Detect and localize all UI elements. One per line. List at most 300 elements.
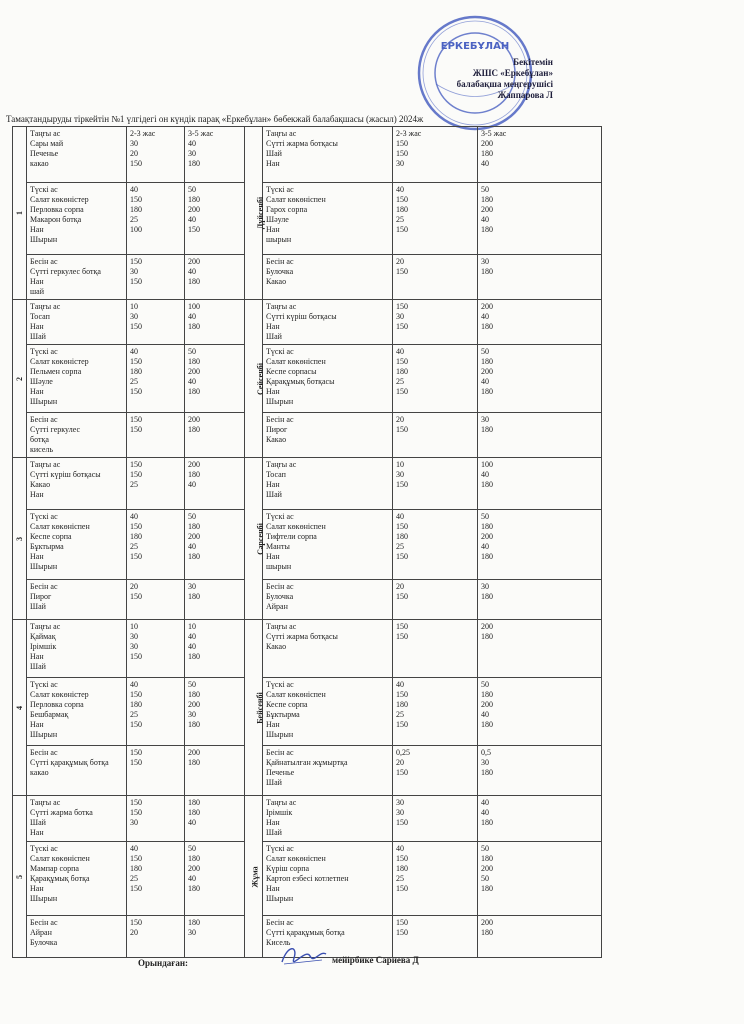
right-portion-3-5 [478, 620, 602, 678]
right-portion-3-5 [478, 746, 602, 796]
left-portion-3-5 [185, 183, 245, 255]
portion-value: 50 [481, 844, 489, 853]
portion-value: 20 [396, 257, 404, 266]
right-meal-items [263, 620, 393, 678]
meal-item: Нан [30, 387, 44, 396]
portion-value: 30 [396, 798, 404, 807]
portion-value: 150 [396, 768, 408, 777]
portion-value: 180 [481, 720, 493, 729]
portion-value: 30 [481, 415, 489, 424]
meal-item: Пельмен сорпа [30, 367, 82, 376]
menu-row [13, 842, 602, 916]
meal-item: Бұктырма [266, 710, 300, 719]
portion-value: 150 [130, 277, 142, 286]
weekday-text: Бейсенбі [255, 691, 265, 724]
portion-value: 40 [188, 377, 196, 386]
meal-item: Күріш сорпа [266, 864, 310, 873]
portion-value: 180 [481, 267, 493, 276]
portion-value: 40 [188, 542, 196, 551]
meal-item: шырын [266, 562, 292, 571]
right-meal-items [263, 127, 393, 183]
meal-item: Салат көкөніспен [266, 690, 326, 699]
right-portion-2-3 [393, 580, 478, 620]
weekday [245, 620, 263, 796]
left-portion-3-5 [185, 678, 245, 746]
portion-value: 150 [130, 522, 142, 531]
right-portion-3-5 [478, 580, 602, 620]
portion-value: 150 [396, 632, 408, 641]
portion-value: 25 [396, 377, 404, 386]
portion-value: 100 [481, 460, 493, 469]
meal-item: Түскі ас [266, 185, 294, 194]
meal-item: Салат көкөніспен [30, 522, 90, 531]
portion-value: 40 [188, 480, 196, 489]
portion-value: 150 [130, 387, 142, 396]
portion-value: 200 [481, 864, 493, 873]
portion-value: 180 [188, 470, 200, 479]
portion-value: 30 [188, 149, 196, 158]
portion-value: 150 [396, 928, 408, 937]
week-number-text: 5 [14, 874, 24, 879]
right-portion-2-3 [393, 458, 478, 510]
nurse-name: мейірбике Сариева Д [332, 955, 419, 965]
meal-item: Түскі ас [266, 347, 294, 356]
menu-row [13, 300, 602, 345]
meal-item: Нан [266, 720, 280, 729]
left-meal-items [27, 842, 127, 916]
portion-value: 150 [130, 257, 142, 266]
portion-value: 150 [396, 225, 408, 234]
meal-item: Салат көкөніспен [266, 195, 326, 204]
portion-value: 180 [481, 690, 493, 699]
portion-value: 150 [130, 195, 142, 204]
meal-item: Қайнатылған жұмыртқа [266, 758, 348, 767]
portion-value: 180 [130, 532, 142, 541]
meal-item: Шай [30, 332, 46, 341]
portion-value: 150 [396, 387, 408, 396]
left-portion-3-5 [185, 300, 245, 345]
portion-value: 150 [130, 357, 142, 366]
portion-value: 40 [130, 185, 138, 194]
portion-value: 180 [481, 387, 493, 396]
meal-item: Таңғы ас [30, 129, 61, 138]
meal-item: Кисель [266, 938, 291, 947]
left-meal-items [27, 678, 127, 746]
portion-value: 150 [396, 918, 408, 927]
weekday [245, 796, 263, 958]
portion-value: 30 [188, 710, 196, 719]
portion-value: 150 [396, 622, 408, 631]
meal-item: Шырын [30, 730, 58, 739]
meal-item: Нан [266, 387, 280, 396]
menu-row [13, 580, 602, 620]
portion-value: 0,5 [481, 748, 491, 757]
portion-value: 50 [481, 874, 489, 883]
meal-item: кисель [30, 445, 54, 454]
meal-item: Бесін ас [266, 748, 294, 757]
portion-value: 180 [481, 149, 493, 158]
meal-item: Шай [30, 662, 46, 671]
meal-item: Макарон ботқа [30, 215, 82, 224]
meal-item: Нан [30, 720, 44, 729]
meal-item: Айран [266, 602, 288, 611]
portion-value: 25 [130, 710, 138, 719]
portion-value: 180 [481, 854, 493, 863]
meal-item: Бесін ас [30, 257, 58, 266]
right-portion-3-5 [478, 127, 602, 183]
portion-value: 150 [130, 758, 142, 767]
meal-item: Шай [266, 149, 282, 158]
portion-value: 40 [481, 710, 489, 719]
portion-value: 180 [481, 768, 493, 777]
portion-value: 180 [130, 367, 142, 376]
right-portion-2-3 [393, 842, 478, 916]
portion-value: 50 [188, 185, 196, 194]
meal-item: Шырын [266, 730, 294, 739]
portion-value: 200 [481, 139, 493, 148]
left-portion-3-5 [185, 255, 245, 300]
approval-line: ЖШС «Еркебұлан» [472, 68, 553, 78]
meal-item: Бесін ас [266, 415, 294, 424]
portion-value: 25 [130, 377, 138, 386]
meal-item: Нан [266, 818, 280, 827]
meal-item: Нан [30, 652, 44, 661]
meal-item: Какао [30, 480, 51, 489]
meal-item: Шырын [30, 397, 58, 406]
portion-value: 30 [130, 642, 138, 651]
meal-item: Сүтті геркулес ботқа [30, 267, 101, 276]
right-portion-2-3 [393, 678, 478, 746]
portion-value: 200 [188, 864, 200, 873]
portion-value: 180 [188, 322, 200, 331]
meal-item: Кеспе сорпа [30, 532, 72, 541]
meal-item: Шырын [266, 397, 294, 406]
meal-item: Бесін ас [30, 918, 58, 927]
meal-item: Бесін ас [266, 582, 294, 591]
portion-value: 100 [130, 225, 142, 234]
portion-value: 180 [396, 864, 408, 873]
left-portion-2-3 [127, 796, 185, 842]
meal-item: Бешбармақ [30, 710, 69, 719]
meal-item: Шай [266, 778, 282, 787]
week-number [13, 127, 27, 300]
portion-value: 40 [188, 818, 196, 827]
portion-value: 40 [188, 642, 196, 651]
week-number-text: 1 [14, 211, 24, 215]
meal-item: Кеспе сорпа [266, 700, 308, 709]
portion-value: 40 [130, 512, 138, 521]
meal-item: Какао [266, 642, 287, 651]
right-portion-3-5 [478, 183, 602, 255]
age-header: 2-3 жас [396, 129, 422, 138]
weekday [245, 127, 266, 300]
portion-value: 180 [188, 425, 200, 434]
left-portion-2-3 [127, 842, 185, 916]
right-portion-2-3 [393, 127, 478, 183]
meal-item: Сүтті геркулес [30, 425, 80, 434]
portion-value: 50 [481, 680, 489, 689]
meal-item: Тосап [30, 312, 50, 321]
left-portion-3-5 [185, 127, 245, 183]
portion-value: 150 [396, 149, 408, 158]
right-portion-2-3 [393, 345, 478, 413]
right-meal-items [263, 255, 393, 300]
portion-value: 180 [188, 522, 200, 531]
meal-item: Таңғы ас [266, 460, 297, 469]
meal-item: Таңғы ас [30, 798, 61, 807]
portion-value: 40 [481, 215, 489, 224]
portion-value: 0,25 [396, 748, 410, 757]
portion-value: 200 [481, 622, 493, 631]
svg-text:ЕРКЕБҰЛАН: ЕРКЕБҰЛАН [440, 41, 510, 52]
portion-value: 40 [396, 185, 404, 194]
right-portion-3-5 [478, 842, 602, 916]
right-portion-2-3 [393, 796, 478, 842]
portion-value: 30 [396, 808, 404, 817]
meal-item: Салат көкөніспен [266, 854, 326, 863]
portion-value: 20 [396, 758, 404, 767]
meal-item: Салат көкөністер [30, 690, 89, 699]
meal-item: Сүтті жарма ботка [30, 808, 93, 817]
portion-value: 180 [396, 532, 408, 541]
portion-value: 150 [130, 884, 142, 893]
meal-item: Таңғы ас [30, 460, 61, 469]
meal-item: Бұктырма [30, 542, 64, 551]
meal-item: Түскі ас [30, 185, 58, 194]
right-portion-3-5 [478, 916, 602, 958]
meal-item: Сары май [30, 139, 64, 148]
meal-item: Бесін ас [30, 748, 58, 757]
meal-item: Кеспе сорпасы [266, 367, 317, 376]
portion-value: 180 [188, 357, 200, 366]
meal-item: Булочка [30, 938, 58, 947]
left-meal-items [27, 458, 127, 510]
portion-value: 40 [481, 542, 489, 551]
portion-value: 20 [396, 415, 404, 424]
portion-value: 40 [130, 844, 138, 853]
meal-item: Шай [266, 332, 282, 341]
left-meal-items [27, 413, 127, 458]
meal-item: Какао [266, 277, 287, 286]
portion-value: 200 [188, 415, 200, 424]
left-portion-2-3 [127, 183, 185, 255]
portion-value: 200 [481, 205, 493, 214]
left-portion-2-3 [127, 345, 185, 413]
portion-value: 40 [481, 808, 489, 817]
meal-item: Қарақұмық ботқа [30, 874, 90, 883]
portion-value: 200 [481, 302, 493, 311]
portion-value: 180 [188, 720, 200, 729]
portion-value: 180 [130, 864, 142, 873]
right-meal-items [263, 183, 393, 255]
portion-value: 150 [396, 267, 408, 276]
meal-item: Түскі ас [30, 844, 58, 853]
portion-value: 10 [130, 302, 138, 311]
portion-value: 150 [396, 195, 408, 204]
portion-value: 180 [188, 552, 200, 561]
meal-item: какао [30, 159, 49, 168]
menu-row [13, 458, 602, 510]
approval-line: балабақша меңгерушісі [456, 79, 553, 89]
left-meal-items [27, 916, 127, 958]
portion-value: 200 [481, 700, 493, 709]
portion-value: 180 [481, 357, 493, 366]
portion-value: 200 [188, 367, 200, 376]
meal-item: Түскі ас [30, 347, 58, 356]
menu-row [13, 413, 602, 458]
left-meal-items [27, 580, 127, 620]
portion-value: 150 [396, 720, 408, 729]
portion-value: 50 [188, 844, 196, 853]
weekday-text: Сейсенбі [256, 362, 266, 395]
portion-value: 50 [481, 347, 489, 356]
meal-item: ботқа [30, 435, 49, 444]
meal-item: Булочка [266, 592, 294, 601]
menu-row [13, 796, 602, 842]
portion-value: 150 [396, 139, 408, 148]
meal-item: Шырын [30, 235, 58, 244]
age-header: 3-5 жас [188, 129, 214, 138]
portion-value: 40 [481, 312, 489, 321]
portion-value: 180 [188, 884, 200, 893]
week-number [13, 796, 27, 958]
portion-value: 150 [130, 552, 142, 561]
meal-item: Нан [266, 480, 280, 489]
left-portion-3-5 [185, 916, 245, 958]
left-meal-items [27, 796, 127, 842]
right-portion-3-5 [478, 345, 602, 413]
left-portion-3-5 [185, 413, 245, 458]
meal-item: Қаймақ [30, 632, 56, 641]
left-portion-2-3 [127, 413, 185, 458]
meal-item: шай [30, 287, 44, 296]
meal-item: Түскі ас [266, 512, 294, 521]
portion-value: 30 [396, 470, 404, 479]
portion-value: 40 [481, 798, 489, 807]
right-portion-2-3 [393, 300, 478, 345]
portion-value: 180 [481, 425, 493, 434]
portion-value: 10 [396, 460, 404, 469]
meal-item: Шырын [30, 562, 58, 571]
meal-item: Нан [266, 159, 280, 168]
portion-value: 30 [130, 267, 138, 276]
portion-value: 150 [130, 460, 142, 469]
weekday [245, 458, 263, 620]
portion-value: 50 [481, 512, 489, 521]
right-portion-2-3 [393, 746, 478, 796]
portion-value: 20 [396, 582, 404, 591]
left-portion-3-5 [185, 510, 245, 580]
portion-value: 200 [481, 367, 493, 376]
meal-item: Салат көкөністер [30, 357, 89, 366]
portion-value: 50 [188, 347, 196, 356]
portion-value: 150 [396, 357, 408, 366]
menu-row [13, 620, 602, 678]
right-meal-items [263, 842, 393, 916]
right-portion-2-3 [393, 413, 478, 458]
portion-value: 30 [481, 257, 489, 266]
portion-value: 40 [481, 159, 489, 168]
portion-value: 150 [130, 159, 142, 168]
meal-item: Булочка [266, 267, 294, 276]
portion-value: 40 [188, 267, 196, 276]
meal-item: Салат көкөніспен [266, 522, 326, 531]
portion-value: 150 [188, 225, 200, 234]
portion-value: 150 [130, 918, 142, 927]
left-meal-items [27, 620, 127, 678]
portion-value: 50 [188, 512, 196, 521]
portion-value: 180 [188, 592, 200, 601]
week-number-text: 4 [14, 705, 24, 710]
portion-value: 10 [188, 622, 196, 631]
right-meal-items [263, 300, 393, 345]
portion-value: 40 [481, 377, 489, 386]
portion-value: 150 [130, 854, 142, 863]
left-portion-3-5 [185, 345, 245, 413]
week-number [13, 300, 27, 458]
left-portion-3-5 [185, 458, 245, 510]
portion-value: 180 [188, 808, 200, 817]
portion-value: 150 [130, 415, 142, 424]
week-number-text: 3 [14, 536, 24, 541]
portion-value: 40 [188, 874, 196, 883]
portion-value: 20 [130, 582, 138, 591]
meal-item: Ірімшік [30, 642, 57, 651]
meal-item: Шәуле [266, 215, 289, 224]
right-meal-items [263, 678, 393, 746]
meal-item: Салат көкөніспен [266, 357, 326, 366]
meal-item: Картоп езбесі котлетпен [266, 874, 349, 883]
age-header: 3-5 жас [481, 129, 507, 138]
meal-item: Нан [30, 828, 44, 837]
portion-value: 150 [130, 690, 142, 699]
weekday-text: Сәрсенбі [255, 522, 265, 555]
portion-value: 180 [481, 632, 493, 641]
weekday [245, 300, 266, 458]
right-portion-2-3 [393, 510, 478, 580]
week-number-text: 2 [14, 376, 24, 381]
portion-value: 100 [188, 302, 200, 311]
portion-value: 150 [396, 690, 408, 699]
portion-value: 180 [481, 322, 493, 331]
portion-value: 40 [396, 347, 404, 356]
right-portion-2-3 [393, 183, 478, 255]
left-portion-3-5 [185, 746, 245, 796]
menu-row [13, 183, 602, 255]
portion-value: 40 [396, 844, 404, 853]
executor-label: Орындаған: [138, 958, 189, 968]
meal-item: Пирог [266, 425, 288, 434]
right-portion-2-3 [393, 916, 478, 958]
menu-row [13, 510, 602, 580]
right-portion-3-5 [478, 300, 602, 345]
portion-value: 30 [188, 928, 196, 937]
portion-value: 150 [396, 552, 408, 561]
portion-value: 150 [396, 322, 408, 331]
portion-value: 180 [396, 700, 408, 709]
portion-value: 40 [188, 632, 196, 641]
portion-value: 30 [481, 582, 489, 591]
menu-row [13, 678, 602, 746]
meal-item: Түскі ас [266, 844, 294, 853]
right-meal-items [263, 746, 393, 796]
portion-value: 150 [396, 818, 408, 827]
meal-item: Түскі ас [266, 680, 294, 689]
portion-value: 30 [188, 582, 196, 591]
portion-value: 50 [481, 185, 489, 194]
meal-item: Салат көкөністер [30, 195, 89, 204]
portion-value: 180 [188, 387, 200, 396]
